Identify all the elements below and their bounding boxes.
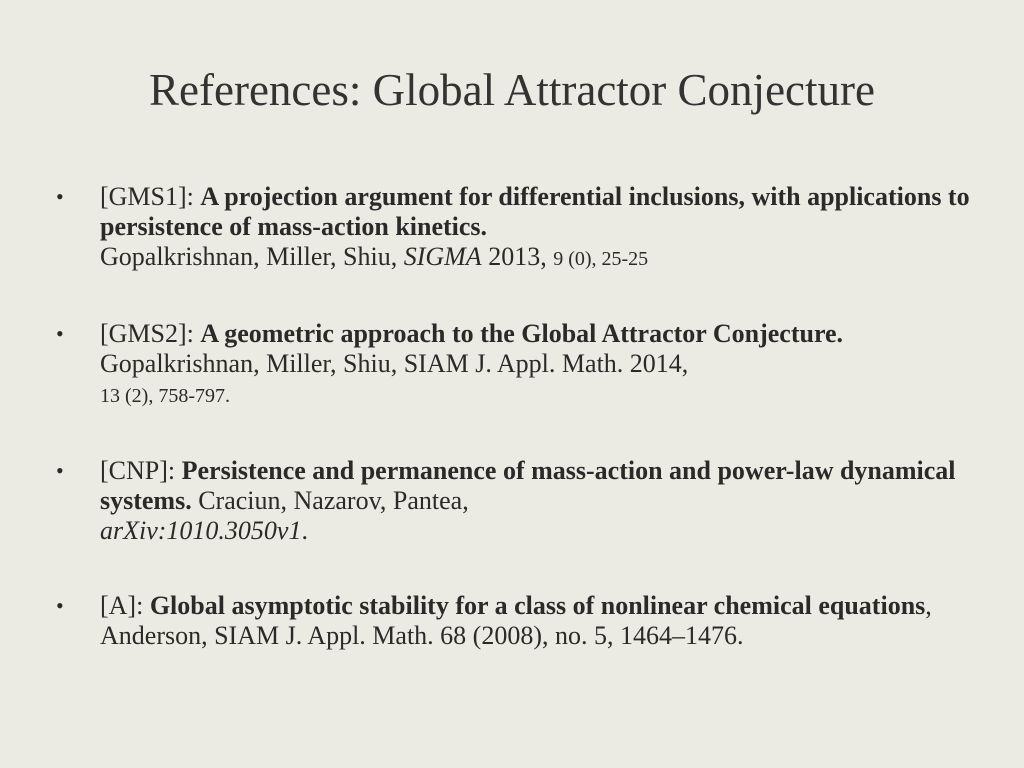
reference-gms1 bbox=[56, 182, 976, 274]
reference-tag: [A]: bbox=[100, 591, 150, 620]
reference-arxiv: arXiv:1010.3050v1 bbox=[100, 516, 302, 545]
reference-a bbox=[56, 591, 976, 651]
reference-title: A geometric approach to the Global Attractor Conjecture. bbox=[200, 319, 844, 348]
reference-authors: Craciun, Nazarov, Pantea, bbox=[191, 486, 469, 515]
reference-tag: [GMS2]: bbox=[100, 319, 201, 348]
reference-authors: Gopalkrishnan, Miller, Shiu, bbox=[100, 242, 404, 271]
reference-list bbox=[56, 182, 976, 651]
reference-year: 2013, bbox=[481, 242, 554, 271]
bullet-icon: • bbox=[56, 321, 64, 346]
reference-title: Global asymptotic stability for a class of nonlinear chemical equations bbox=[149, 591, 926, 620]
reference-venue: SIGMA bbox=[403, 242, 482, 271]
reference-citation: , Anderson, SIAM J. Appl. Math. 68 (2008), no. 5, 1464–1476. bbox=[100, 591, 932, 650]
reference-details: 13 (2), 758-797. bbox=[100, 385, 230, 407]
reference-tag: [GMS1]: bbox=[100, 182, 201, 211]
reference-end: . bbox=[301, 516, 308, 545]
reference-title: A projection argument for differential inclusions, with applications to persistence of mass-action kinetics. bbox=[100, 182, 970, 241]
reference-title: Persistence and permanence of mass-action and power-law dynamical systems. bbox=[100, 456, 956, 515]
reference-gms2 bbox=[56, 319, 976, 411]
reference-cnp bbox=[56, 456, 976, 546]
reference-tag: [CNP]: bbox=[100, 456, 182, 485]
reference-details: 9 (0), 25-25 bbox=[553, 248, 649, 270]
reference-citation: Gopalkrishnan, Miller, Shiu, SIAM J. Appl. Math. 2014, bbox=[100, 349, 689, 378]
bullet-icon: • bbox=[56, 593, 64, 618]
slide-title: References: Global Attractor Conjecture bbox=[149, 65, 875, 115]
bullet-icon: • bbox=[56, 184, 64, 209]
bullet-icon: • bbox=[56, 458, 64, 483]
